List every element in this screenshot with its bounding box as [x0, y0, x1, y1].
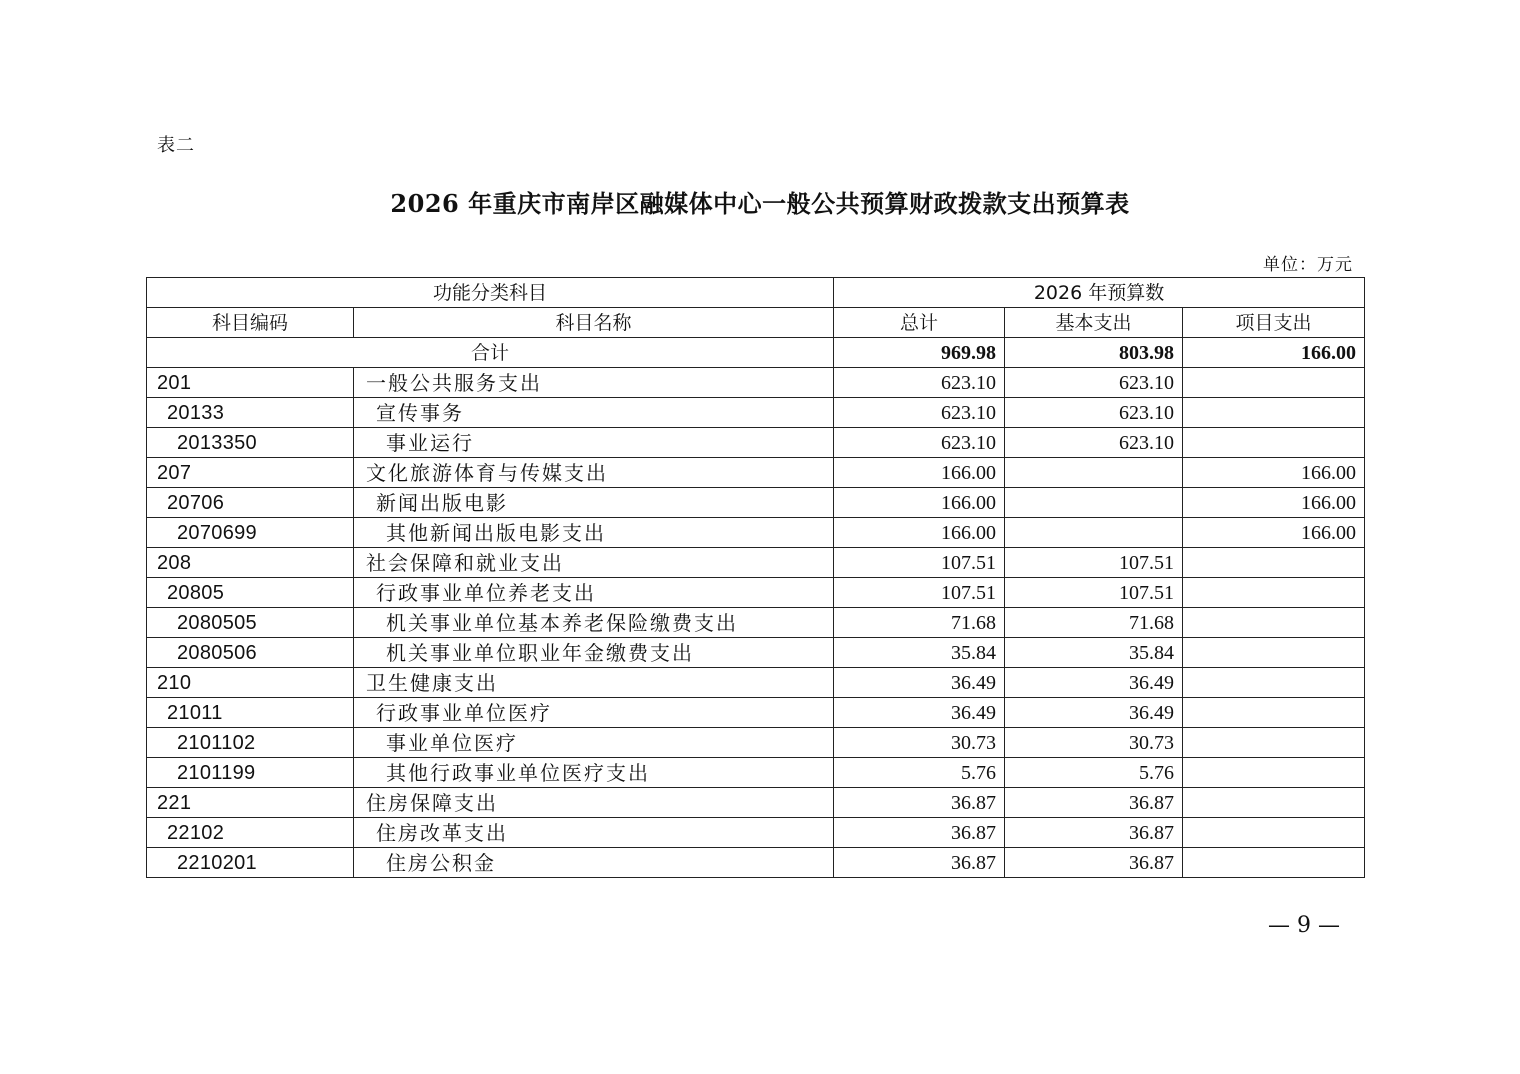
table-row	[147, 788, 1365, 818]
table-row	[147, 578, 1365, 608]
total-project: 166.00	[1183, 338, 1365, 368]
cell-project	[1183, 578, 1365, 608]
cell-total: 36.87	[834, 788, 1005, 818]
cell-code: 208	[147, 548, 354, 578]
cell-basic	[1005, 518, 1183, 548]
table-row	[147, 818, 1365, 848]
cell-basic: 107.51	[1005, 578, 1183, 608]
cell-code: 2080505	[147, 608, 354, 638]
cell-project	[1183, 758, 1365, 788]
page-number: — 9 —	[1268, 913, 1340, 938]
cell-basic: 623.10	[1005, 368, 1183, 398]
cell-basic: 30.73	[1005, 728, 1183, 758]
cell-code: 2210201	[147, 848, 354, 878]
cell-basic: 36.87	[1005, 848, 1183, 878]
cell-basic: 623.10	[1005, 398, 1183, 428]
cell-project: 166.00	[1183, 458, 1365, 488]
cell-project	[1183, 548, 1365, 578]
cell-basic: 35.84	[1005, 638, 1183, 668]
cell-name: 文化旅游体育与传媒支出	[354, 458, 834, 488]
cell-project: 166.00	[1183, 488, 1365, 518]
header-basic: 基本支出	[1005, 308, 1183, 338]
cell-basic: 36.87	[1005, 788, 1183, 818]
cell-project	[1183, 398, 1365, 428]
cell-name: 行政事业单位养老支出	[354, 578, 834, 608]
cell-total: 107.51	[834, 548, 1005, 578]
table-row	[147, 728, 1365, 758]
cell-project	[1183, 608, 1365, 638]
cell-code: 210	[147, 668, 354, 698]
cell-project	[1183, 638, 1365, 668]
table-row	[147, 758, 1365, 788]
header-total: 总计	[834, 308, 1005, 338]
table-row	[147, 488, 1365, 518]
cell-code: 2013350	[147, 428, 354, 458]
cell-code: 207	[147, 458, 354, 488]
cell-basic: 71.68	[1005, 608, 1183, 638]
cell-name: 行政事业单位医疗	[354, 698, 834, 728]
cell-basic	[1005, 488, 1183, 518]
cell-project	[1183, 788, 1365, 818]
cell-total: 36.49	[834, 698, 1005, 728]
cell-code: 20706	[147, 488, 354, 518]
cell-total: 30.73	[834, 728, 1005, 758]
table-row	[147, 698, 1365, 728]
cell-basic: 107.51	[1005, 548, 1183, 578]
header-budget-year: 2026 年预算数	[834, 278, 1365, 308]
cell-name: 事业单位医疗	[354, 728, 834, 758]
cell-name: 住房改革支出	[354, 818, 834, 848]
cell-name: 住房公积金	[354, 848, 834, 878]
cell-code: 2080506	[147, 638, 354, 668]
cell-project	[1183, 728, 1365, 758]
cell-name: 社会保障和就业支出	[354, 548, 834, 578]
cell-basic	[1005, 458, 1183, 488]
cell-code: 2070699	[147, 518, 354, 548]
cell-name: 其他新闻出版电影支出	[354, 518, 834, 548]
cell-total: 36.49	[834, 668, 1005, 698]
total-basic: 803.98	[1005, 338, 1183, 368]
table-row	[147, 848, 1365, 878]
budget-table	[146, 277, 1365, 878]
table-row	[147, 548, 1365, 578]
cell-total: 5.76	[834, 758, 1005, 788]
cell-code: 201	[147, 368, 354, 398]
table-row	[147, 638, 1365, 668]
cell-project	[1183, 428, 1365, 458]
cell-project	[1183, 668, 1365, 698]
cell-code: 2101199	[147, 758, 354, 788]
cell-total: 71.68	[834, 608, 1005, 638]
cell-total: 623.10	[834, 398, 1005, 428]
cell-name: 住房保障支出	[354, 788, 834, 818]
table-row	[147, 668, 1365, 698]
cell-name: 新闻出版电影	[354, 488, 834, 518]
cell-project: 166.00	[1183, 518, 1365, 548]
document-title: 2026 年重庆市南岸区融媒体中心一般公共预算财政拨款支出预算表	[390, 189, 1130, 218]
cell-basic: 5.76	[1005, 758, 1183, 788]
table-row	[147, 608, 1365, 638]
cell-code: 21011	[147, 698, 354, 728]
cell-total: 107.51	[834, 578, 1005, 608]
header-name: 科目名称	[354, 308, 834, 338]
cell-name: 一般公共服务支出	[354, 368, 834, 398]
header-function-category: 功能分类科目	[147, 278, 834, 308]
cell-project	[1183, 368, 1365, 398]
cell-name: 卫生健康支出	[354, 668, 834, 698]
cell-code: 221	[147, 788, 354, 818]
cell-total: 623.10	[834, 368, 1005, 398]
table-row	[147, 398, 1365, 428]
cell-total: 166.00	[834, 488, 1005, 518]
unit-note: 单位：万元	[1263, 255, 1353, 275]
cell-basic: 36.49	[1005, 698, 1183, 728]
cell-project	[1183, 698, 1365, 728]
cell-total: 623.10	[834, 428, 1005, 458]
table-row	[147, 518, 1365, 548]
table-row	[147, 458, 1365, 488]
table-row	[147, 368, 1365, 398]
cell-basic: 36.49	[1005, 668, 1183, 698]
cell-name: 事业运行	[354, 428, 834, 458]
total-row	[147, 338, 1365, 368]
cell-total: 166.00	[834, 518, 1005, 548]
cell-name: 机关事业单位职业年金缴费支出	[354, 638, 834, 668]
total-label: 合计	[147, 338, 834, 368]
cell-basic: 623.10	[1005, 428, 1183, 458]
cell-total: 36.87	[834, 818, 1005, 848]
table-row	[147, 428, 1365, 458]
cell-name: 机关事业单位基本养老保险缴费支出	[354, 608, 834, 638]
cell-total: 36.87	[834, 848, 1005, 878]
header-project: 项目支出	[1183, 308, 1365, 338]
cell-name: 宣传事务	[354, 398, 834, 428]
header-code: 科目编码	[147, 308, 354, 338]
total-sum: 969.98	[834, 338, 1005, 368]
cell-code: 2101102	[147, 728, 354, 758]
cell-total: 35.84	[834, 638, 1005, 668]
header-group-row	[147, 278, 1365, 308]
cell-basic: 36.87	[1005, 818, 1183, 848]
cell-name: 其他行政事业单位医疗支出	[354, 758, 834, 788]
cell-total: 166.00	[834, 458, 1005, 488]
cell-code: 22102	[147, 818, 354, 848]
cell-code: 20805	[147, 578, 354, 608]
table-label: 表二	[157, 135, 195, 156]
cell-project	[1183, 848, 1365, 878]
cell-project	[1183, 818, 1365, 848]
cell-code: 20133	[147, 398, 354, 428]
header-column-row	[147, 308, 1365, 338]
